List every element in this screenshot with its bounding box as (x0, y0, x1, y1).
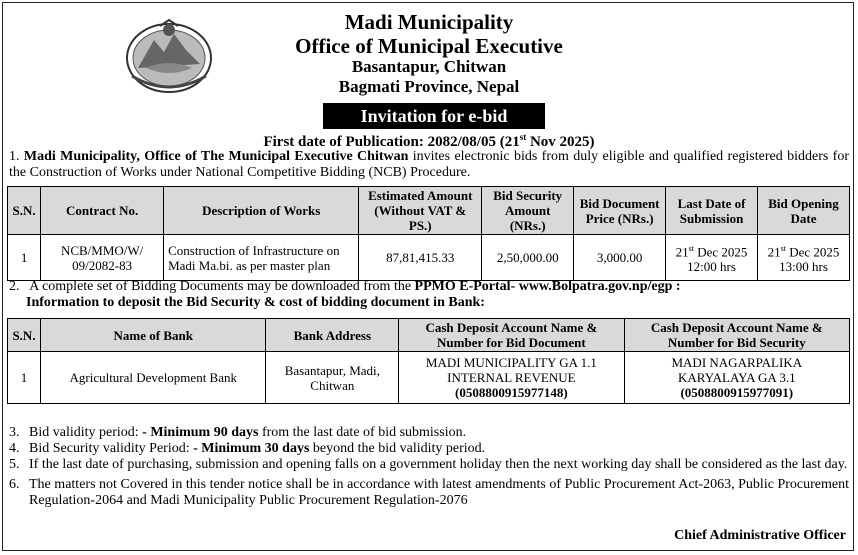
col-estimate: Estimated Amount (Without VAT & PS.) (359, 187, 482, 235)
cell-security-account: MADI NAGARPALIKA KARYALAYA GA 3.1 (0508800915977091) (624, 352, 849, 404)
signature-title: Chief Administrative Officer (674, 528, 846, 543)
col-bank-address: Bank Address (266, 319, 399, 352)
office-name: Office of Municipal Executive (295, 34, 563, 58)
col-sn: S.N. (8, 319, 41, 352)
cell-submission: 21st Dec 2025 12:00 hrs (666, 235, 758, 281)
notice-title-banner: Invitation for e-bid (323, 103, 545, 129)
col-submission: Last Date of Submission (666, 187, 758, 235)
col-contract: Contract No. (41, 187, 164, 235)
table-header-row (8, 187, 850, 235)
table-header-row (8, 319, 850, 352)
col-sn: S.N. (8, 187, 41, 235)
col-price: Bid Document Price (NRs.) (574, 187, 666, 235)
col-bank-name: Name of Bank (41, 319, 266, 352)
cell-doc-account: MADI MUNICIPALITY GA 1.1 INTERNAL REVENUE (0508800915977148) (399, 352, 624, 404)
cell-price: 3,000.00 (574, 235, 666, 281)
list-item: 5. If the last date of purchasing, submission and opening falls on a government holiday then the next working day shall be considered as the last day. (9, 457, 848, 472)
col-security-account: Cash Deposit Account Name & Number for Bid Security (624, 319, 849, 352)
publication-date: First date of Publication: 2082/08/05 (21st Nov 2025) (263, 132, 595, 150)
col-opening: Bid Opening Date (758, 187, 850, 235)
office-province: Bagmati Province, Nepal (338, 77, 520, 96)
cell-sn: 1 (8, 352, 41, 404)
cell-security: 2,50,000.00 (482, 235, 574, 281)
org-name: Madi Municipality (344, 10, 514, 34)
cell-bank-address: Basantapur, Madi, Chitwan (266, 352, 399, 404)
contract-table (7, 186, 850, 281)
list-item: 3. Bid validity period: - Minimum 90 days from the last date of bid submission. (9, 425, 467, 440)
cell-bank-name: Agricultural Development Bank (41, 352, 266, 404)
bank-info-heading: Information to deposit the Bid Security & cost of bidding document in Bank: (26, 295, 485, 310)
office-address: Basantapur, Chitwan (351, 57, 507, 76)
paragraph-2: 2. A complete set of Bidding Documents may be downloaded from the PPMO E-Portal- www.Bolpatra.gov.np/egp : (9, 279, 681, 294)
cell-description: Construction of Infrastructure on Madi Ma.bi. as per master plan (164, 235, 359, 281)
notes-list (9, 425, 849, 509)
bolpatra-link[interactable]: PPMO E-Portal- www.Bolpatra.gov.np/egp : (414, 279, 681, 294)
col-doc-account: Cash Deposit Account Name & Number for Bid Document (399, 319, 624, 352)
table-row (8, 235, 850, 281)
col-security: Bid Security Amount (NRs.) (482, 187, 574, 235)
col-description: Description of Works (164, 187, 359, 235)
cell-estimate: 87,81,415.33 (359, 235, 482, 281)
cell-opening: 21st Dec 2025 13:00 hrs (758, 235, 850, 281)
cell-contract: NCB/MMO/W/ 09/2082-83 (41, 235, 164, 281)
table-row (8, 352, 850, 404)
bank-table (7, 318, 850, 404)
paragraph-1: 1. Madi Municipality, Office of The Municipal Executive Chitwan invites electronic bids from duly eligible and qualified registered bidders for the Construction of Works under National Competitive Bidding (NCB) Procedure. (9, 149, 849, 180)
cell-sn: 1 (8, 235, 41, 281)
list-item: 6. The matters not Covered in this tender notice shall be in accordance with latest amendments of Public Procurement Act-2063, Public Procurement Regulation-2064 and Madi Municipality Public Procurement Regulation-2076 (9, 477, 849, 508)
list-item: 4. Bid Security validity Period: - Minimum 30 days beyond the bid validity period. (9, 441, 486, 456)
